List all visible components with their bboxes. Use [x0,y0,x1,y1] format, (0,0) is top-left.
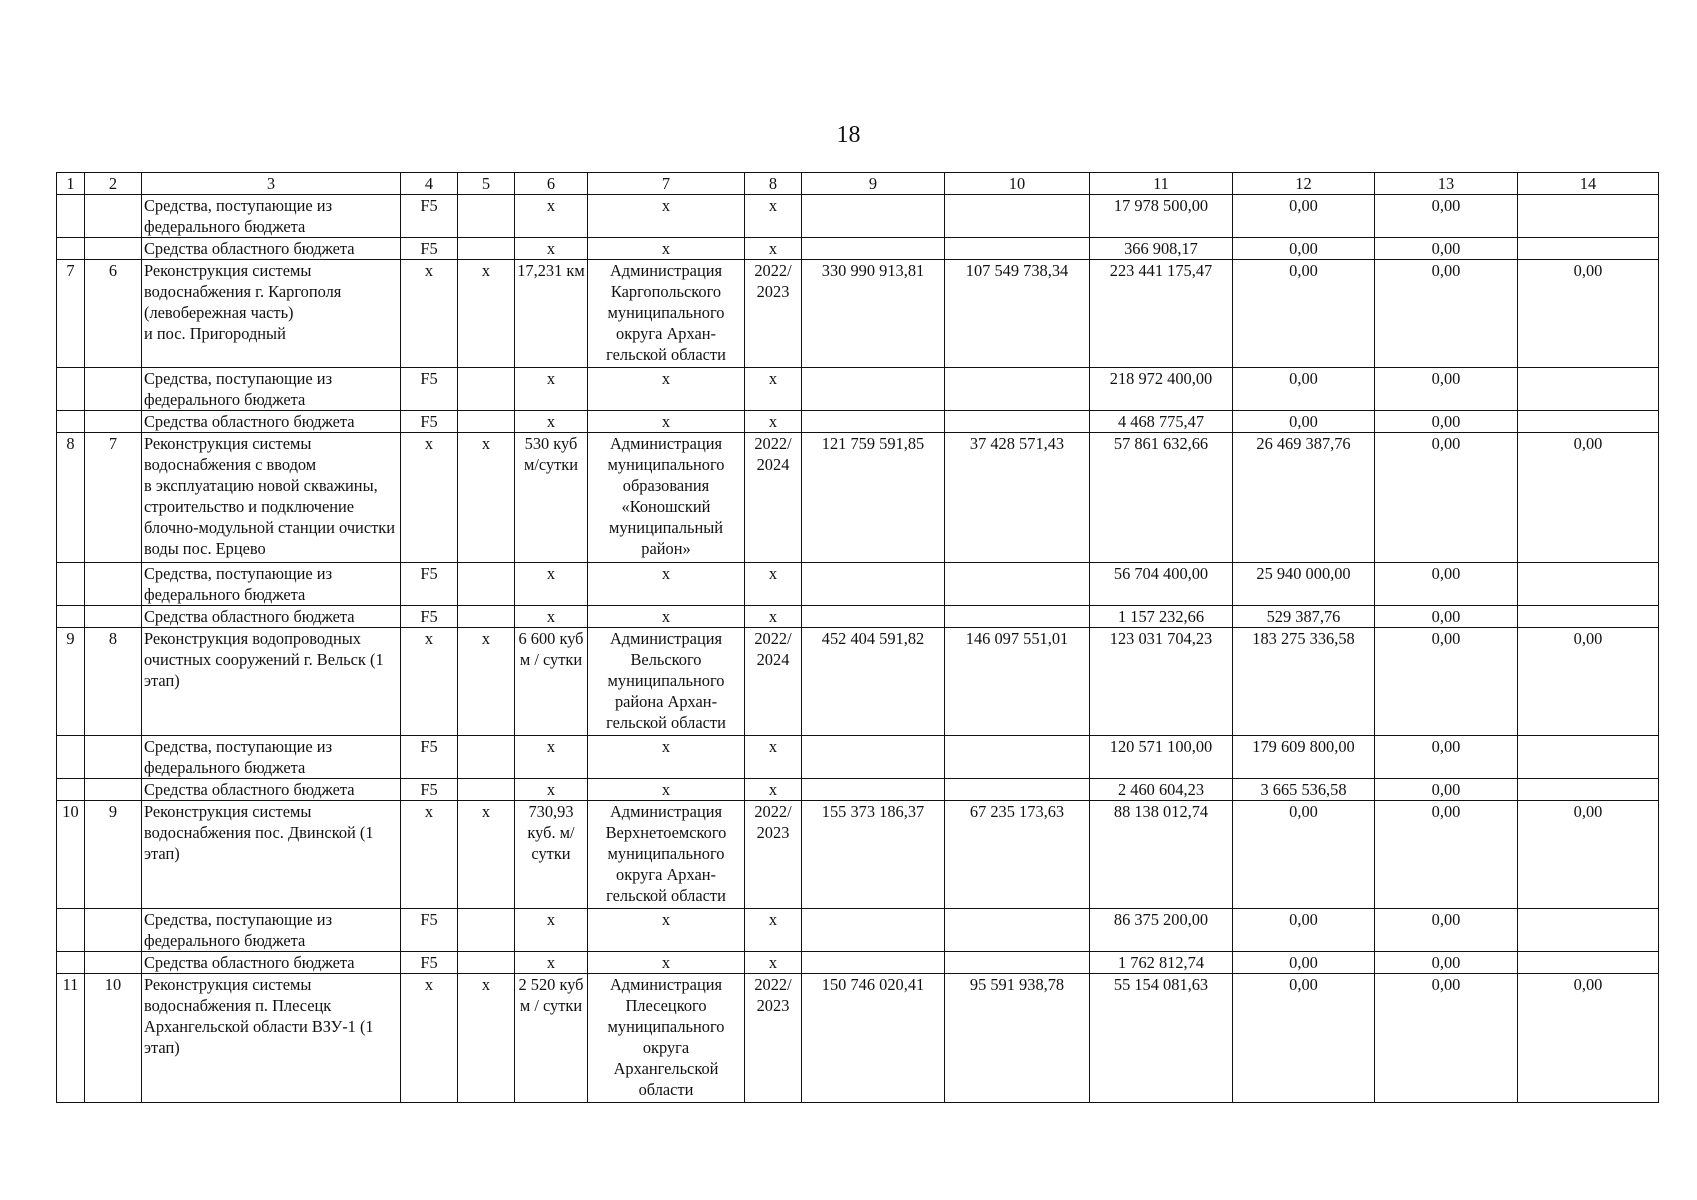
table-cell: F5 [401,195,458,238]
table-cell [458,909,515,952]
header-cell: 5 [458,173,515,195]
table-cell: 0,00 [1233,909,1375,952]
table-cell [458,606,515,628]
table-cell: 7 [85,433,142,563]
table-cell [802,952,945,974]
header-cell: 9 [802,173,945,195]
table-cell: F5 [401,952,458,974]
table-cell: F5 [401,238,458,260]
table-cell [458,736,515,779]
table-cell: 0,00 [1375,411,1518,433]
table-cell [802,368,945,411]
table-cell: 366 908,17 [1090,238,1233,260]
table-cell: 6 [85,260,142,368]
table-cell: F5 [401,909,458,952]
table-cell [945,411,1090,433]
table-cell: 0,00 [1375,974,1518,1103]
table-cell: 2022/ 2023 [745,974,802,1103]
table-cell [945,368,1090,411]
table-cell: 150 746 020,41 [802,974,945,1103]
table-cell: 0,00 [1375,779,1518,801]
page-number: 18 [836,122,861,148]
table-cell: 95 591 938,78 [945,974,1090,1103]
regional-funds-row [57,411,1659,433]
table-cell: 0,00 [1233,238,1375,260]
table-cell [802,411,945,433]
table-cell: x [515,779,588,801]
table-cell [945,909,1090,952]
table-cell: 9 [85,801,142,909]
table-cell: F5 [401,368,458,411]
table-cell: 0,00 [1233,195,1375,238]
table-cell [57,368,85,411]
table-cell: 0,00 [1233,952,1375,974]
federal-funds-row [57,736,1659,779]
table-cell [945,606,1090,628]
regional-funds-row [57,779,1659,801]
table-cell [802,909,945,952]
table-cell: Средства областного бюджета [142,952,401,974]
table-cell: 0,00 [1233,368,1375,411]
table-cell [1518,736,1659,779]
table-cell: 17,231 км [515,260,588,368]
table-cell [57,411,85,433]
table-cell [57,563,85,606]
table-cell [458,952,515,974]
table-cell [945,736,1090,779]
table-cell: 529 387,76 [1233,606,1375,628]
header-cell: 6 [515,173,588,195]
table-cell: Средства, поступающие из федерального бюджета [142,736,401,779]
table-cell: F5 [401,736,458,779]
table-cell: 730,93 куб. м/сутки [515,801,588,909]
table-cell [945,952,1090,974]
table-cell [1518,563,1659,606]
table-cell: 2022/ 2024 [745,433,802,563]
table-cell [802,606,945,628]
header-cell: 2 [85,173,142,195]
table-cell [1518,909,1659,952]
table-cell: 88 138 012,74 [1090,801,1233,909]
table-cell: 155 373 186,37 [802,801,945,909]
table-cell: 1 762 812,74 [1090,952,1233,974]
table-cell: Средства областного бюджета [142,779,401,801]
table-cell: 2022/ 2024 [745,628,802,736]
table-cell: x [458,628,515,736]
table-cell: 0,00 [1518,433,1659,563]
table-cell: 56 704 400,00 [1090,563,1233,606]
table-cell [945,195,1090,238]
header-cell: 10 [945,173,1090,195]
table-cell: x [745,606,802,628]
table-cell: 183 275 336,58 [1233,628,1375,736]
table-cell [57,238,85,260]
table-cell: x [745,195,802,238]
table-cell [458,368,515,411]
table-cell [85,952,142,974]
table-cell: 0,00 [1375,736,1518,779]
regional-funds-row [57,606,1659,628]
table-cell: 3 665 536,58 [1233,779,1375,801]
table-cell [85,195,142,238]
table-cell: 57 861 632,66 [1090,433,1233,563]
table-cell: x [588,952,745,974]
table-cell [458,563,515,606]
table-cell: Реконструкция системы водоснабжения п. Плесецк Архангельской области ВЗУ-1 (1 этап) [142,974,401,1103]
table-cell: Администрация муниципального образования «Коношский муниципальный район» [588,433,745,563]
federal-funds-row [57,195,1659,238]
table-cell: F5 [401,606,458,628]
table-cell: 0,00 [1375,238,1518,260]
table-cell: 0,00 [1375,628,1518,736]
table-cell: 2022/ 2023 [745,801,802,909]
table-cell: Реконструкция системы водоснабжения с вводом в эксплуатацию новой скважины, строительство и подключение блочно-модульной станции очистки воды пос. Ерцево [142,433,401,563]
table-cell: x [458,801,515,909]
table-cell: 218 972 400,00 [1090,368,1233,411]
table-cell: Средства, поступающие из федерального бюджета [142,909,401,952]
table-cell: 530 куб м/сутки [515,433,588,563]
table-cell: 0,00 [1518,260,1659,368]
table-cell: 0,00 [1375,952,1518,974]
table-cell [85,368,142,411]
table-cell: 26 469 387,76 [1233,433,1375,563]
table-cell [1518,952,1659,974]
table-cell: x [588,736,745,779]
table-cell: 7 [57,260,85,368]
table-cell: Администрация Верхнетоемского муниципального округа Архан-гельской области [588,801,745,909]
table-cell: 0,00 [1375,801,1518,909]
table-cell: x [401,801,458,909]
table-cell: 2 520 куб м / сутки [515,974,588,1103]
table-cell: x [588,368,745,411]
table-cell [85,909,142,952]
header-cell: 8 [745,173,802,195]
table-cell [802,779,945,801]
table-cell: x [745,909,802,952]
table-cell: Средства областного бюджета [142,411,401,433]
project-row [57,628,1659,736]
table-cell: x [401,260,458,368]
table-cell: 8 [85,628,142,736]
table-cell [458,779,515,801]
table-cell [1518,195,1659,238]
table-cell: 121 759 591,85 [802,433,945,563]
table-cell: Реконструкция системы водоснабжения пос. Двинской (1 этап) [142,801,401,909]
table-cell [85,606,142,628]
header-cell: 14 [1518,173,1659,195]
table-cell: 123 031 704,23 [1090,628,1233,736]
table-cell: x [515,195,588,238]
table-cell: x [588,606,745,628]
project-row [57,433,1659,563]
table-cell: 0,00 [1375,433,1518,563]
table-cell [458,411,515,433]
table-cell: x [745,779,802,801]
table-cell [1518,779,1659,801]
table-cell: x [515,606,588,628]
table-cell: x [401,628,458,736]
table-cell: 146 097 551,01 [945,628,1090,736]
table-cell: 25 940 000,00 [1233,563,1375,606]
table-cell [1518,411,1659,433]
table-cell [57,736,85,779]
table-cell: 0,00 [1375,368,1518,411]
table-cell: x [458,433,515,563]
table-cell: x [588,238,745,260]
table-cell: 223 441 175,47 [1090,260,1233,368]
table-cell: 10 [57,801,85,909]
header-cell: 1 [57,173,85,195]
table-cell: 0,00 [1233,801,1375,909]
table-cell [57,779,85,801]
table-cell: x [515,411,588,433]
table-cell: 10 [85,974,142,1103]
table-cell [1518,368,1659,411]
table-cell: Средства областного бюджета [142,606,401,628]
table-cell: 37 428 571,43 [945,433,1090,563]
table-cell [802,563,945,606]
table-cell: Администрация Плесецкого муниципального округа Архангельской области [588,974,745,1103]
table-cell: 86 375 200,00 [1090,909,1233,952]
table-cell: 120 571 100,00 [1090,736,1233,779]
table-cell: 17 978 500,00 [1090,195,1233,238]
table-cell: 0,00 [1518,974,1659,1103]
table-cell: 67 235 173,63 [945,801,1090,909]
table-cell: x [588,563,745,606]
table-cell [945,779,1090,801]
table-cell: Средства, поступающие из федерального бюджета [142,195,401,238]
budget-table [56,172,1659,1103]
table-cell: Реконструкция системы водоснабжения г. Каргополя (левобережная часть) и пос. Пригородный [142,260,401,368]
table-cell: Администрация Каргопольского муниципального округа Архан-гельской области [588,260,745,368]
table-cell [458,238,515,260]
table-cell [85,238,142,260]
table-cell: x [745,368,802,411]
table-cell: x [745,952,802,974]
project-row [57,974,1659,1103]
header-cell: 4 [401,173,458,195]
table-cell [802,736,945,779]
table-cell: 0,00 [1233,260,1375,368]
table-cell: 0,00 [1233,411,1375,433]
table-cell: F5 [401,563,458,606]
table-cell: F5 [401,411,458,433]
table-cell: x [515,368,588,411]
table-cell: 8 [57,433,85,563]
table-cell: 2 460 604,23 [1090,779,1233,801]
header-cell: 11 [1090,173,1233,195]
table-cell [85,411,142,433]
table-cell: 0,00 [1518,628,1659,736]
table-cell: x [588,411,745,433]
table-cell: x [515,563,588,606]
table-cell: 0,00 [1518,801,1659,909]
project-row [57,801,1659,909]
table-cell: 55 154 081,63 [1090,974,1233,1103]
header-cell: 3 [142,173,401,195]
table-cell: x [745,411,802,433]
table-cell [85,736,142,779]
table-cell: Администрация Вельского муниципального района Архан-гельской области [588,628,745,736]
table-cell: 4 468 775,47 [1090,411,1233,433]
table-cell: 452 404 591,82 [802,628,945,736]
table-cell [945,238,1090,260]
table-cell: x [588,779,745,801]
table-cell: 330 990 913,81 [802,260,945,368]
table-cell: x [745,238,802,260]
table-cell: 6 600 куб м / сутки [515,628,588,736]
table-cell: x [458,260,515,368]
table-cell [458,195,515,238]
table-cell: 2022/ 2023 [745,260,802,368]
table-cell: Средства областного бюджета [142,238,401,260]
table-cell [802,195,945,238]
table-cell: 11 [57,974,85,1103]
table-cell: 9 [57,628,85,736]
table-cell [1518,238,1659,260]
table-cell: x [515,238,588,260]
table-cell: x [745,736,802,779]
header-cell: 13 [1375,173,1518,195]
federal-funds-row [57,368,1659,411]
table-cell: 0,00 [1233,974,1375,1103]
table-cell: 0,00 [1375,260,1518,368]
federal-funds-row [57,563,1659,606]
table-body [57,173,1659,1103]
regional-funds-row [57,952,1659,974]
table-cell: Средства, поступающие из федерального бюджета [142,563,401,606]
table-cell: Реконструкция водопроводных очистных сооружений г. Вельск (1 этап) [142,628,401,736]
table-cell: x [745,563,802,606]
table-cell [57,909,85,952]
table-cell: x [458,974,515,1103]
header-row [57,173,1659,195]
table-cell: 0,00 [1375,563,1518,606]
table-cell: x [588,909,745,952]
table-cell [85,563,142,606]
project-row [57,260,1659,368]
table-cell [802,238,945,260]
table-cell: 1 157 232,66 [1090,606,1233,628]
table-cell: x [515,952,588,974]
table-cell: 179 609 800,00 [1233,736,1375,779]
table-cell [57,952,85,974]
table-cell: F5 [401,779,458,801]
table-cell: x [401,433,458,563]
table-cell [85,779,142,801]
table-cell: 0,00 [1375,606,1518,628]
header-cell: 12 [1233,173,1375,195]
table-cell: 107 549 738,34 [945,260,1090,368]
table-cell: 0,00 [1375,195,1518,238]
federal-funds-row [57,909,1659,952]
table-cell: x [515,909,588,952]
header-cell: 7 [588,173,745,195]
table-cell: Средства, поступающие из федерального бюджета [142,368,401,411]
table-cell [945,563,1090,606]
table-cell [57,195,85,238]
table-cell: x [588,195,745,238]
table-cell [57,606,85,628]
table-cell [1518,606,1659,628]
table-cell: x [401,974,458,1103]
regional-funds-row [57,238,1659,260]
table-cell: 0,00 [1375,909,1518,952]
table-cell: x [515,736,588,779]
